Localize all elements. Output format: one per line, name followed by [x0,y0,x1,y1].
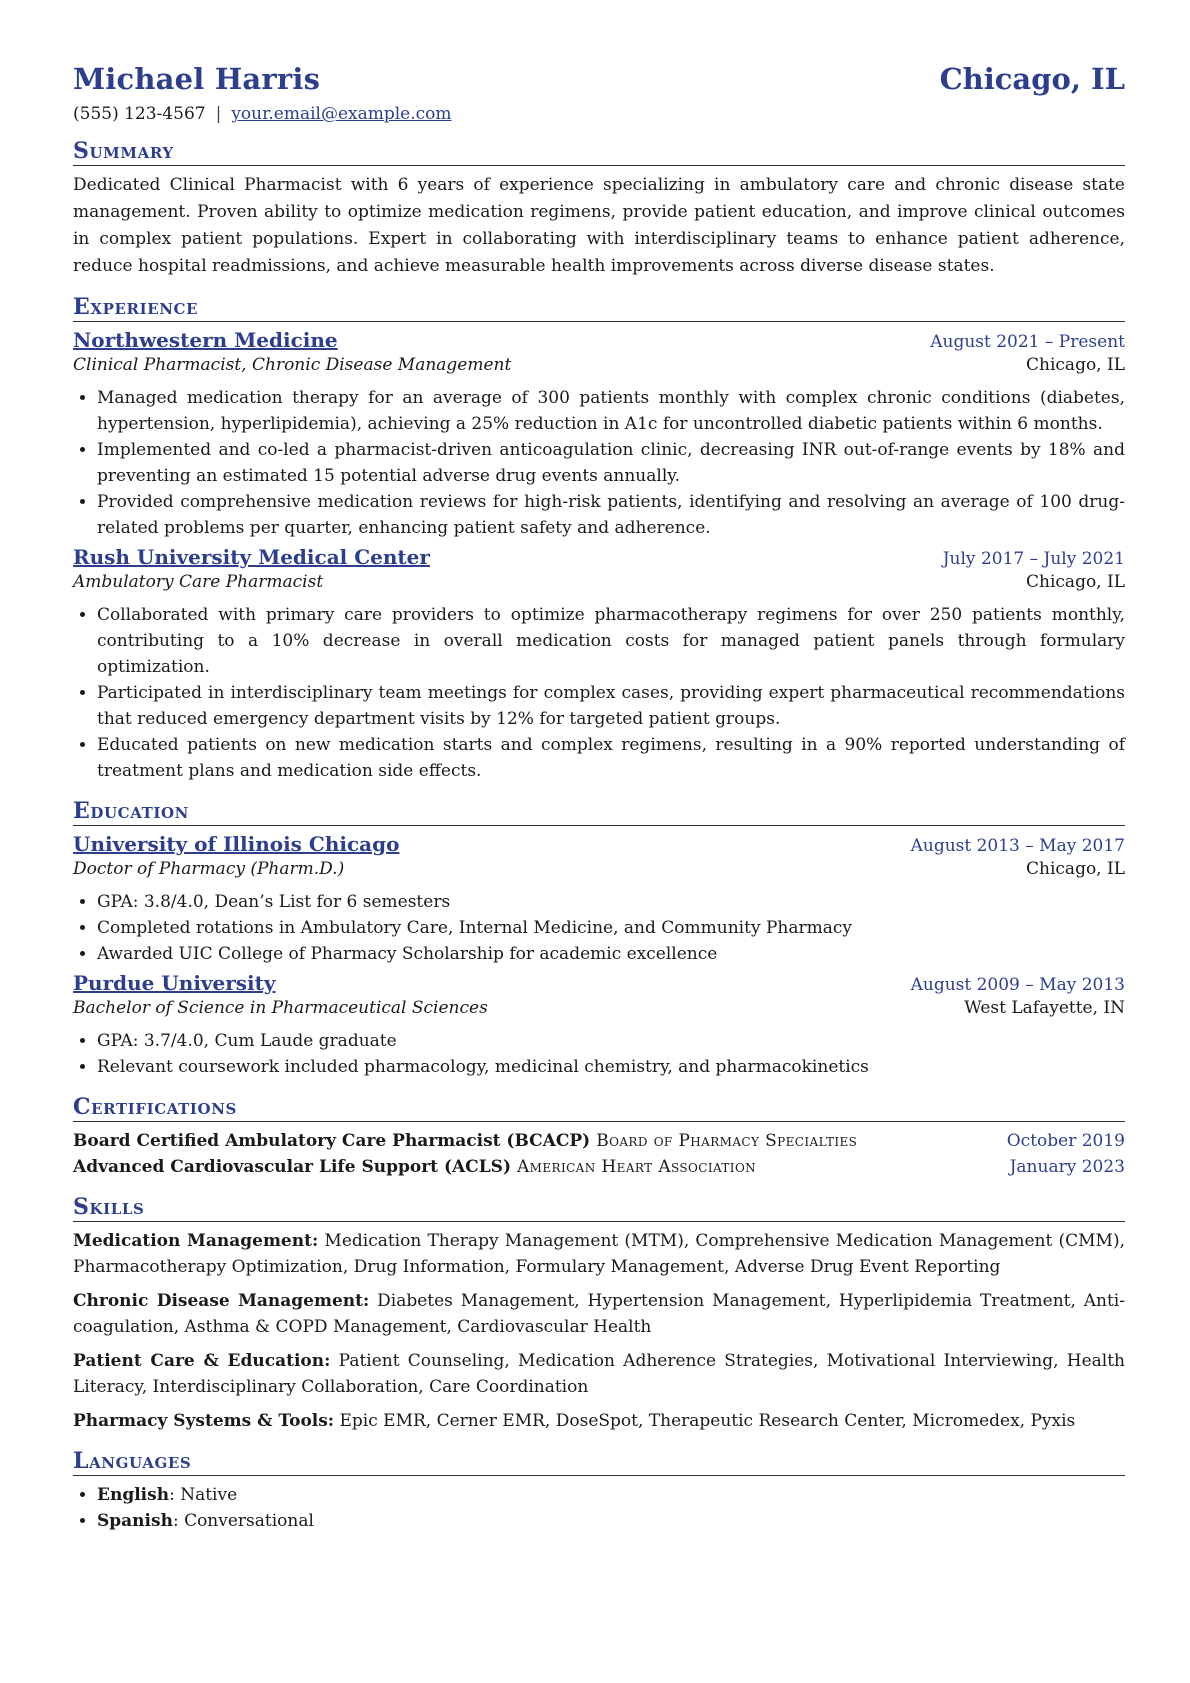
list-item: • Managed medication therapy for an average of 300 patients monthly with complex chronic conditions (diabetes, hypertension, hyperlipidemia), achieving a 25% reduction in A1c for uncontrolled diabetic patients within 6 months. [97,385,1125,437]
skill-text: Patient Counseling, Medication Adherence Strategies, Motivational Interviewing, Health Literacy, Interdisciplinary Collaboration, Care Coordination [73,1351,1126,1397]
education-dates: August 2009 – May 2013 [910,975,1125,995]
list-item: • Collaborated with primary care providers to optimize pharmacotherapy regimens for over 250 patients monthly, contributing to a 10% decrease in overall medication costs for managed patient panels through formulary optimization. [97,602,1125,680]
list-item: • Relevant coursework included pharmacology, medicinal chemistry, and pharmacokinetics [97,1054,1125,1080]
employer-name[interactable]: Northwestern Medicine [73,328,338,352]
certification-row [73,1154,1125,1180]
list-item: • Implemented and co-led a pharmacist-driven anticoagulation clinic, decreasing INR out-of-range events by 18% and preventing an estimated 15 potential adverse drug events annually. [97,437,1125,489]
education-entry [73,832,1125,967]
skill-label: Chronic Disease Management: [73,1291,370,1311]
list-item: • Educated patients on new medication starts and complex regimens, resulting in a 90% reported understanding of treatment plans and medication side effects. [97,732,1125,784]
skill-label: Patient Care & Education: [73,1351,331,1371]
skill-group [73,1228,1125,1280]
contact-separator: | [215,104,222,124]
section-title-skills: Skills [73,1194,1125,1222]
job-title: Clinical Pharmacist, Chronic Disease Management [73,355,512,375]
skill-group [73,1408,1125,1434]
bullet-list [73,602,1125,784]
job-title: Ambulatory Care Pharmacist [73,572,324,592]
section-title-languages: Languages [73,1448,1125,1476]
certification-issuer: American Heart Association [516,1157,757,1177]
bullet-list [73,889,1125,967]
experience-entry [73,328,1125,541]
skill-text: Medication Therapy Management (MTM), Comprehensive Medication Management (CMM), Pharmacotherapy Optimization, Drug Information, Formulary Management, Adverse Drug Event Reporting [73,1231,1125,1277]
list-item: • GPA: 3.8/4.0, Dean’s List for 6 semesters [97,889,1125,915]
bullet-list [73,1028,1125,1080]
language-level: : Native [169,1485,238,1505]
school-name[interactable]: University of Illinois Chicago [73,832,400,856]
list-item [97,1508,1125,1534]
education-dates: August 2013 – May 2017 [910,836,1125,856]
language-name: English [97,1485,170,1505]
candidate-name: Michael Harris [73,62,321,96]
employment-dates: August 2021 – Present [930,332,1125,352]
section-title-experience: Experience [73,294,1125,322]
skill-group [73,1288,1125,1340]
contact-line [73,104,1125,124]
section-title-education: Education [73,798,1125,826]
skill-group [73,1348,1125,1400]
employer-name[interactable]: Rush University Medical Center [73,545,430,569]
certification-issuer: Board of Pharmacy Specialties [596,1131,858,1151]
certification-row [73,1128,1125,1154]
summary-text: Dedicated Clinical Pharmacist with 6 years of experience specializing in ambulatory care and chronic disease state management. Proven ability to optimize medication regimens, provide patient education, and improve clinical outcomes in complex patient populations. Expert in collaborating with interdisciplinary teams to enhance patient adherence, reduce hospital readmissions, and achieve measurable health improvements across diverse disease states. [73,175,1125,276]
job-location: Chicago, IL [1026,572,1125,592]
list-item: • Completed rotations in Ambulatory Care, Internal Medicine, and Community Pharmacy [97,915,1125,941]
certification-date: October 2019 [1006,1131,1125,1151]
certification-name: Board Certified Ambulatory Care Pharmacist (BCACP) [73,1131,591,1151]
skill-label: Pharmacy Systems & Tools: [73,1411,335,1431]
list-item: • Provided comprehensive medication reviews for high-risk patients, identifying and resolving an average of 100 drug-related problems per quarter, enhancing patient safety and adherence. [97,489,1125,541]
job-location: Chicago, IL [1026,355,1125,375]
employment-dates: July 2017 – July 2021 [942,549,1125,569]
school-name[interactable]: Purdue University [73,971,276,995]
language-list [73,1482,1125,1534]
skill-label: Medication Management: [73,1231,319,1251]
language-name: Spanish [97,1511,173,1531]
experience-entry [73,545,1125,784]
education-entry [73,971,1125,1080]
list-item [97,1482,1125,1508]
resume-page [73,62,1125,1534]
list-item: • Participated in interdisciplinary team meetings for complex cases, providing expert pharmaceutical recommendations that reduced emergency department visits by 12% for targeted patient groups. [97,680,1125,732]
certification-name: Advanced Cardiovascular Life Support (ACLS) [73,1157,511,1177]
email-link[interactable]: your.email@example.com [231,104,452,124]
bullet-list [73,385,1125,541]
section-title-certifications: Certifications [73,1094,1125,1122]
section-title-summary: Summary [73,138,1125,166]
school-location: West Lafayette, IN [964,998,1125,1018]
language-level: : Conversational [172,1511,314,1531]
degree: Doctor of Pharmacy (Pharm.D.) [73,859,345,879]
resume-header [73,62,1125,96]
degree: Bachelor of Science in Pharmaceutical Sciences [73,998,488,1018]
certification-date: January 2023 [1009,1157,1125,1177]
phone-number: (555) 123-4567 [73,104,206,124]
skill-text: Epic EMR, Cerner EMR, DoseSpot, Therapeutic Research Center, Micromedex, Pyxis [339,1411,1076,1431]
list-item: • Awarded UIC College of Pharmacy Scholarship for academic excellence [97,941,1125,967]
skill-text: Diabetes Management, Hypertension Management, Hyperlipidemia Treatment, Anti-coagulation, Asthma & COPD Management, Cardiovascular Health [73,1291,1125,1337]
list-item: • GPA: 3.7/4.0, Cum Laude graduate [97,1028,1125,1054]
candidate-location: Chicago, IL [939,62,1125,96]
school-location: Chicago, IL [1026,859,1125,879]
